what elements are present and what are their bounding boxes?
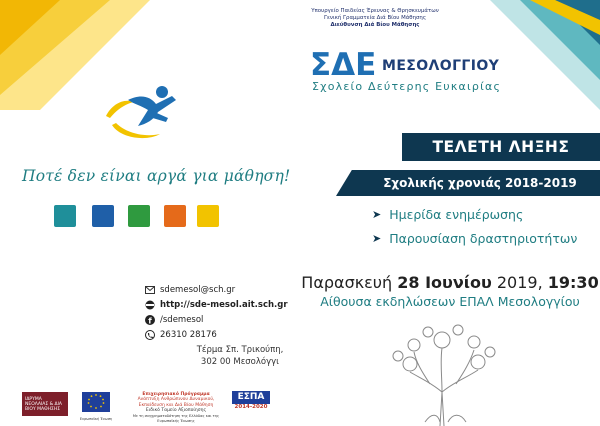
date-bold: 28 Ιουνίου — [397, 273, 492, 292]
contact-facebook-text: /sdemesol — [160, 315, 204, 325]
contact-facebook[interactable] — [145, 315, 203, 325]
address-line-1: Τέρμα Σπ. Τρικούπη, — [196, 345, 284, 355]
sde-mark: ΣΔΕ — [310, 48, 377, 78]
foundation-logo — [22, 392, 68, 416]
arrow-icon: ➤ — [372, 232, 382, 245]
svg-text:f: f — [148, 316, 152, 325]
contact-email[interactable] — [145, 285, 235, 295]
globe-icon — [145, 300, 155, 310]
address-line-2: 302 00 Μεσολόγγι — [200, 357, 280, 367]
espa-logo-years: 2014-2020 — [234, 404, 268, 410]
date-year: 2019, — [491, 273, 548, 292]
sde-logo — [310, 48, 380, 78]
program-text — [126, 392, 226, 424]
facebook-icon — [145, 315, 155, 325]
ministry-header — [300, 8, 450, 29]
event-time: 19:30 — [547, 273, 599, 292]
tree-icon — [370, 312, 520, 426]
contact-email-text: sdemesol@sch.gr — [160, 285, 236, 295]
bullet-item-1-label: Ημερίδα ενημέρωσης — [389, 207, 524, 222]
event-date — [300, 273, 600, 292]
ministry-line-2: Γενική Γραμματεία Διά Βίου Μάθησης — [323, 15, 427, 21]
espa-logo-title: ΕΣΠΑ — [232, 391, 270, 404]
eu-flag-icon — [82, 392, 110, 416]
guitar-tile-icon — [128, 205, 150, 227]
ministry-line-3: Διεύθυνση Διά Βίου Μάθησης — [330, 22, 420, 28]
graduation-tile-icon — [197, 205, 219, 227]
bullet-item-2 — [372, 231, 577, 246]
school-year: Σχολικής χρονιάς 2018-2019 — [383, 176, 577, 190]
envelope-icon — [145, 285, 155, 295]
bullet-item-1 — [372, 207, 523, 222]
contact-phone — [145, 330, 217, 340]
eu-label: Ευρωπαϊκή Ένωση — [79, 417, 113, 421]
program-line-1: Επιχειρησιακό Πρόγραμμα — [142, 392, 210, 397]
date-prefix: Παρασκευή — [301, 273, 398, 292]
arrow-icon: ➤ — [372, 208, 382, 221]
contact-website-text: http://sde-mesol.ait.sch.gr — [160, 300, 288, 310]
foundation-logo-text: ΙΔΡΥΜΑ ΝΕΟΛΑΙΑΣ & ΔΙΑ ΒΙΟΥ ΜΑΘΗΣΗΣ — [25, 396, 63, 412]
runner-logo-icon — [98, 80, 198, 150]
ministry-line-1: Υπουργείο Παιδείας Έρευνας & Θρησκευμάτων — [311, 8, 439, 14]
book-tile-icon — [92, 205, 114, 227]
program-line-4: Ειδικό Ταμείο Αξιοποίησης — [145, 408, 207, 414]
event-venue: Αίθουσα εκδηλώσεων ΕΠΑΛ Μεσολογγίου — [320, 294, 580, 309]
computer-tile-icon — [164, 205, 186, 227]
program-line-5: Με τη συγχρηματοδότηση της Ελλάδας και της Ευρωπαϊκής Ένωσης — [132, 413, 220, 424]
sde-subtitle: Σχολείο Δεύτερης Ευκαιρίας — [312, 80, 502, 93]
music-tile-icon — [54, 205, 76, 227]
slogan: Ποτέ δεν είναι αργά για μάθηση! — [22, 167, 291, 185]
corner-decoration-right — [460, 0, 600, 110]
contact-phone-text: 26310 28176 — [160, 330, 217, 340]
program-line-3: Εκπαίδευση και Διά Βίου Μάθηση — [138, 402, 214, 408]
program-line-2: Ανάπτυξη Ανθρώπινου Δυναμικού, — [137, 397, 215, 403]
phone-icon — [145, 330, 155, 340]
espa-logo — [232, 391, 270, 415]
contact-website[interactable] — [145, 300, 288, 310]
event-title: ΤΕΛΕΤΗ ΛΗΞΗΣ — [432, 138, 570, 156]
bullet-item-2-label: Παρουσίαση δραστηριοτήτων — [389, 231, 578, 246]
sde-city: ΜΕΣΟΛΟΓΓΙΟΥ — [382, 58, 500, 74]
